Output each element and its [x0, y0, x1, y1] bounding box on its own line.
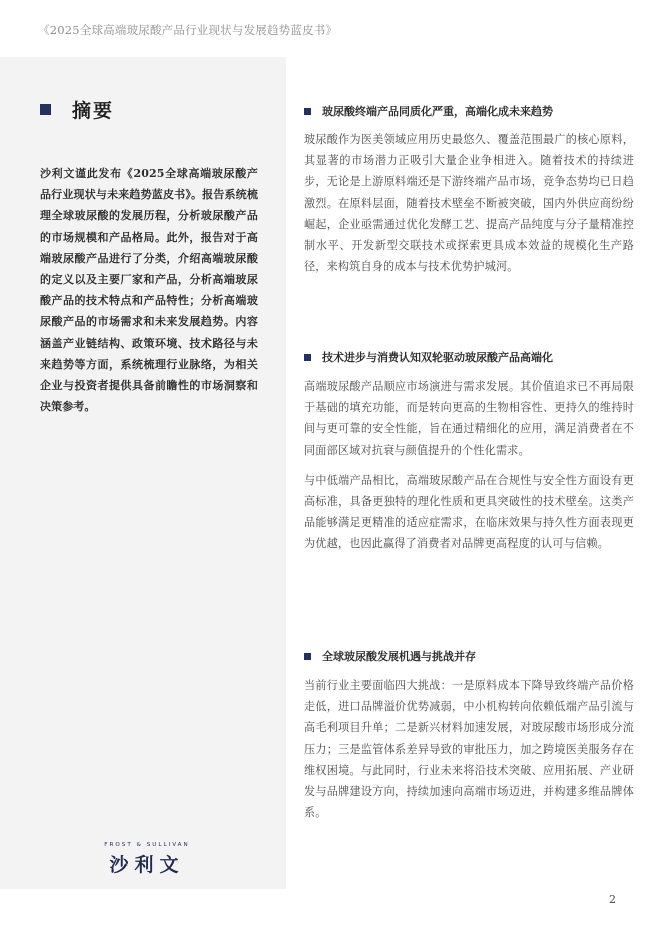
- bullet-square-icon: [304, 653, 311, 660]
- section-tech-consumer-drivers: [304, 348, 634, 555]
- logo-english-text: FROST & SULLIVAN: [104, 842, 190, 848]
- section-paragraph: 玻尿酸作为医美领域应用历史最悠久、覆盖范围最广的核心原料，其显著的市场潜力正吸引大量企业争相进入。随着技术的持续进步，无论是上游原料端还是下游终端产品市场，竞争态势均已日趋激烈。在原料层面，随着技术壁垒不断被突破，国内外供应商纷纷崛起，企业亟需通过优化发酵工艺、提高产品纯度与分子量精准控制水平、开发新型交联技术或探索更具成本效益的规模化生产路径，来构筑自身的成本与技术优势护城河。: [304, 133, 634, 274]
- summary-heading: [40, 96, 114, 123]
- bullet-square-icon: [304, 354, 311, 361]
- section-opportunities-challenges: [304, 647, 634, 823]
- bullet-square-icon: [304, 108, 311, 115]
- section-paragraph: 当前行业主要面临四大挑战：一是原料成本下降导致终端产品价格走低，进口品牌溢价优势减弱，中小机构转向依赖低端产品引流与高毛利项目升单；二是新兴材料加速发展，对玻尿酸市场形成分流压力；三是监管体系差异导致的审批压力，加之跨境医美服务存在维权困境。与此同时，行业未来将沿技术突破、应用拓展、产业研发与品牌建设方向，持续加速向高端市场迈进，并构建多维品牌体系。: [304, 679, 634, 820]
- heading-square-icon: [40, 104, 51, 115]
- page-number: 2: [609, 893, 616, 906]
- section-paragraph: 高端玻尿酸产品顺应市场演进与需求发展。其价值追求已不再局限于基础的填充功能，而是转向更高的生物相容性、更持久的维持时间与更可靠的安全性能，旨在通过精细化的应用，满足消费者在不同面部区域对抗衰与颜值提升的个性化需求。: [304, 380, 634, 457]
- section-paragraph: 与中低端产品相比，高端玻尿酸产品在合规性与安全性方面设有更高标准，具备更独特的理化性质和更具突破性的技术壁垒。这类产品能够满足更精准的适应症需求，在临床效果与持久性方面表现更为优越，也因此赢得了消费者对品牌更高程度的认可与信赖。: [304, 473, 634, 551]
- section-heading: [304, 102, 634, 120]
- section-title: 技术进步与消费认知双轮驱动玻尿酸产品高端化: [322, 351, 553, 364]
- section-title: 全球玻尿酸发展机遇与挑战并存: [322, 650, 476, 663]
- section-heading: [304, 348, 634, 366]
- report-header-title: 《2025全球高端玻尿酸产品行业现状与发展趋势蓝皮书》: [38, 23, 338, 37]
- logo-chinese-text: 沙利文: [109, 854, 185, 876]
- summary-title: 摘要: [72, 100, 115, 122]
- frost-sullivan-logo: [92, 842, 202, 877]
- section-homogenization: [304, 102, 634, 277]
- section-title: 玻尿酸终端产品同质化严重，高端化成未来趋势: [322, 105, 553, 118]
- section-heading: [304, 647, 634, 665]
- summary-body: 沙利文谨此发布《2025全球高端玻尿酸产品行业现状与未来趋势蓝皮书》。报告系统梳理全球玻尿酸的发展历程，分析玻尿酸产品的市场规模和产品格局。此外，报告对于高端玻尿酸产品进行了分类，介绍高端玻尿酸的定义以及主要厂家和产品，分析高端玻尿酸产品的技术特点和产品特性；分析高端玻尿酸产品的市场需求和未来发展趋势。内容涵盖产业链结构、政策环境、技术路径与未来趋势等方面，系统梳理行业脉络，为相关企业与投资者提供具备前瞻性的市场洞察和决策参考。: [40, 167, 258, 414]
